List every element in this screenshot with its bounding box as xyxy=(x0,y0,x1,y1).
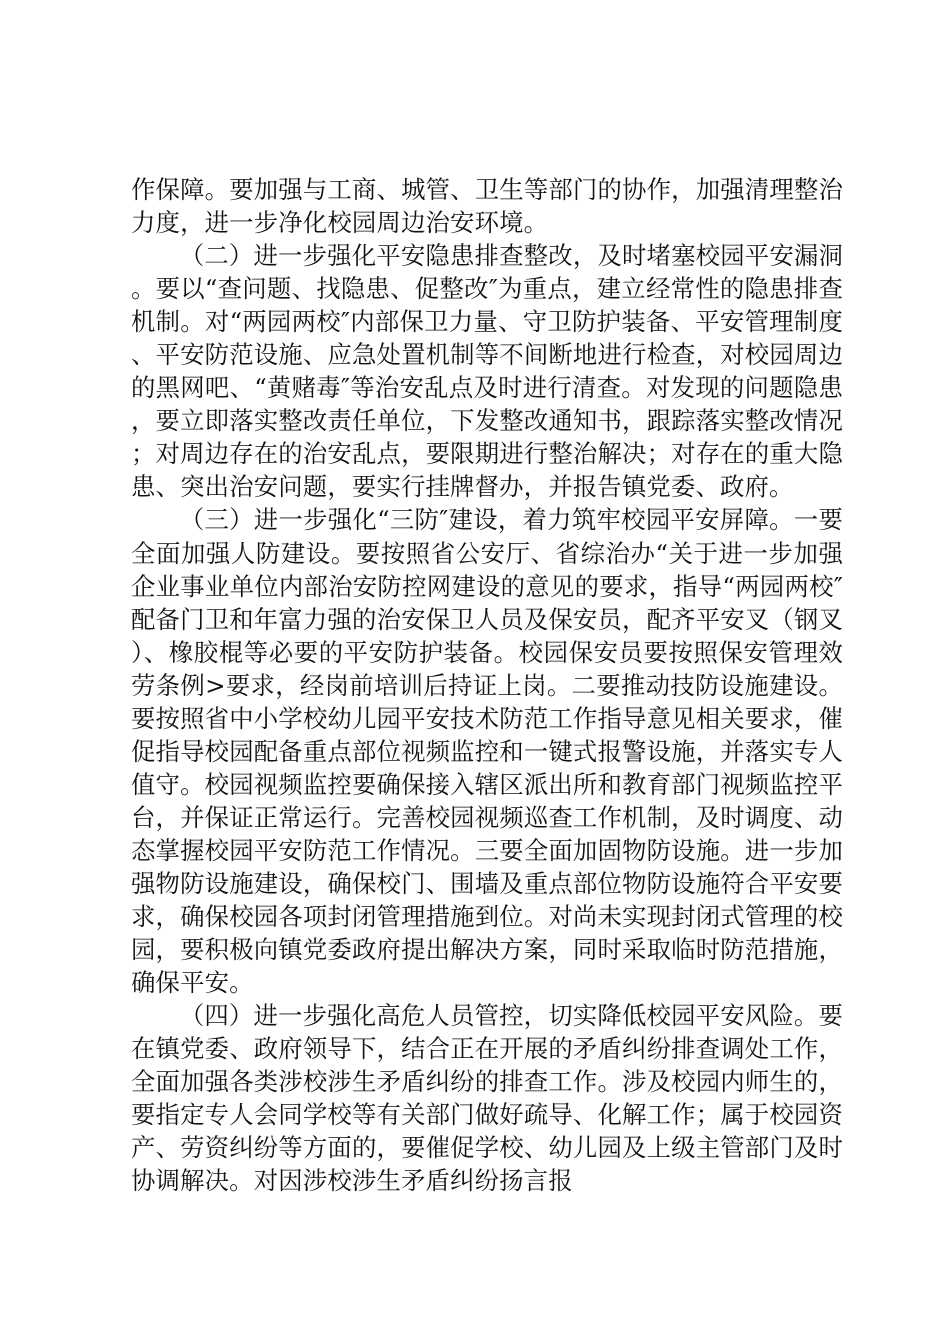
paragraph-1: 作保障。要加强与工商、城管、卫生等部门的协作，加强清理整治力度，进一步净化校园周边治安环境。 xyxy=(131,175,843,238)
paragraph-2-hazard-inspection: （二）进一步强化平安隐患排查整改，及时堵塞校园平安漏洞。要以“查问题、找隐患、促整改″为重点，建立经常性的隐患排查机制。对“两园两校″内部保卫力量、守卫防护装备、平安管理制度、平安防范设施、应急处置机制等不间断地进行检查，对校园周边的黑网吧、“黄赌毒″等治安乱点及时进行清查。对发现的问题隐患，要立即落实整改责任单位，下发整改通知书，跟踪落实整改情况；对周边存在的治安乱点，要限期进行整治解决；对存在的重大隐患、突出治安问题，要实行挂牌督办，并报告镇党委、政府。 xyxy=(131,241,843,502)
paragraph-3-three-defenses: （三）进一步强化“三防″建设，着力筑牢校园平安屏障。一要全面加强人防建设。要按照省公安厅、省综治办“关于进一步加强企业事业单位内部治安防控网建设的意见的要求，指导“两园两校″配备门卫和年富力强的治安保卫人员及保安员，配齐平安叉（钢叉）、橡胶棍等必要的平安防护装备。校园保安员要按照保安管理效劳条例>要求，经岗前培训后持证上岗。二要推动技防设施建设。要按照省中小学校幼儿园平安技术防范工作指导意见相关要求，催促指导校园配备重点部位视频监控和一键式报警设施，并落实专人值守。校园视频监控要确保接入辖区派出所和教育部门视频监控平台，并保证正常运行。完善校园视频巡查工作机制，及时调度、动态掌握校园平安防范工作情况。三要全面加固物防设施。进一步加强物防设施建设，确保校门、围墙及重点部位物防设施符合平安要求，确保校园各项封闭管理措施到位。对尚未实现封闭式管理的校园，要积极向镇党委政府提出解决方案，同时采取临时防范措施，确保平安。 xyxy=(131,505,843,998)
paragraph-4-high-risk-control: （四）进一步强化高危人员管控，切实降低校园平安风险。要在镇党委、政府领导下，结合正在开展的矛盾纠纷排查调处工作，全面加强各类涉校涉生矛盾纠纷的排查工作。涉及校园内师生的，要指定专人会同学校等有关部门做好疏导、化解工作；属于校园资产、劳资纠纷等方面的，要催促学校、幼儿园及上级主管部门及时协调解决。对因涉校涉生矛盾纠纷扬言报 xyxy=(131,1001,843,1196)
document-body xyxy=(131,173,843,1197)
